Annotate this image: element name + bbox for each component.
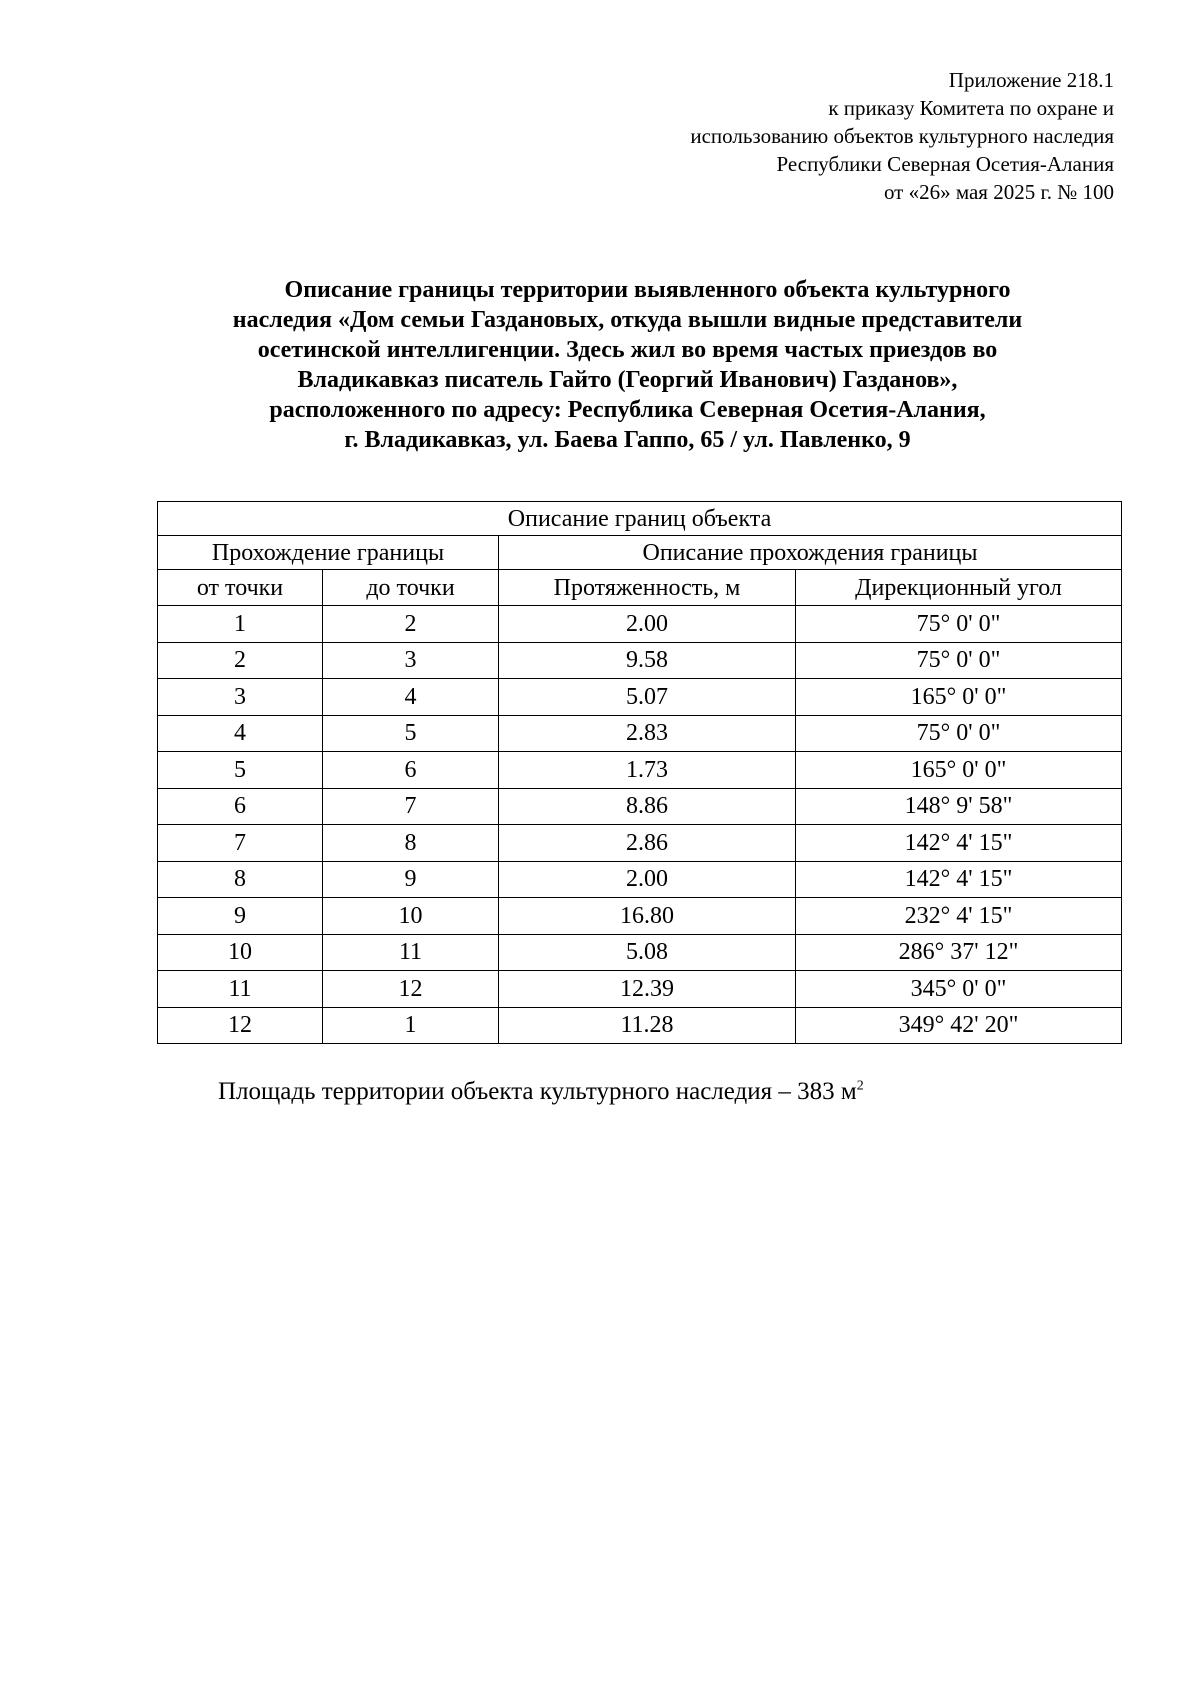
order-date: от «26» мая 2025 г. № 100 [883, 180, 1114, 204]
order-reference-line: использованию объектов культурного наследия [690, 124, 1114, 148]
table-row [158, 606, 1122, 643]
cell-to-point: 7 [323, 788, 499, 825]
cell-length: 2.86 [499, 825, 796, 862]
table-row [158, 898, 1122, 935]
group-header-description: Описание прохождения границы [499, 536, 1122, 570]
cell-to-point: 1 [323, 1007, 499, 1044]
cell-length: 2.83 [499, 715, 796, 752]
table-row [158, 679, 1122, 716]
cell-bearing: 75° 0' 0" [796, 715, 1122, 752]
cell-from-point: 2 [158, 642, 323, 679]
cell-to-point: 6 [323, 752, 499, 789]
cell-from-point: 11 [158, 971, 323, 1008]
area-unit-superscript: 2 [856, 1078, 864, 1094]
appendix-header [554, 66, 1114, 206]
cell-bearing: 165° 0' 0" [796, 752, 1122, 789]
title-line: осетинской интеллигенции. Здесь жил во время частых приездов во [257, 337, 998, 363]
cell-bearing: 165° 0' 0" [796, 679, 1122, 716]
cell-bearing: 142° 4' 15" [796, 861, 1122, 898]
cell-from-point: 3 [158, 679, 323, 716]
table-row [158, 788, 1122, 825]
title-line: Владикавказ писатель Гайто (Георгий Иванович) Газданов», [297, 367, 958, 393]
cell-length: 16.80 [499, 898, 796, 935]
cell-bearing: 232° 4' 15" [796, 898, 1122, 935]
table-row [158, 715, 1122, 752]
document-title [150, 275, 1105, 455]
cell-from-point: 5 [158, 752, 323, 789]
cell-to-point: 2 [323, 606, 499, 643]
cell-to-point: 12 [323, 971, 499, 1008]
table-row [158, 642, 1122, 679]
cell-bearing: 345° 0' 0" [796, 971, 1122, 1008]
group-header-passage: Прохождение границы [158, 536, 499, 570]
cell-from-point: 12 [158, 1007, 323, 1044]
cell-to-point: 4 [323, 679, 499, 716]
column-header-bearing: Дирекционный угол [796, 570, 1122, 606]
column-header-to-point: до точки [323, 570, 499, 606]
cell-length: 2.00 [499, 861, 796, 898]
table-row [158, 752, 1122, 789]
area-text: Площадь территории объекта культурного наследия – 383 м [218, 1078, 857, 1105]
cell-length: 1.73 [499, 752, 796, 789]
cell-to-point: 5 [323, 715, 499, 752]
cell-to-point: 9 [323, 861, 499, 898]
title-line: Описание границы территории выявленного объекта культурного [284, 277, 1011, 303]
cell-bearing: 349° 42' 20" [796, 1007, 1122, 1044]
cell-length: 12.39 [499, 971, 796, 1008]
column-header-from-point: от точки [158, 570, 323, 606]
table-row [158, 1007, 1122, 1044]
order-reference-line: к приказу Комитета по охране и [828, 96, 1114, 120]
cell-to-point: 3 [323, 642, 499, 679]
cell-length: 5.08 [499, 934, 796, 971]
table-caption: Описание границ объекта [158, 502, 1122, 536]
cell-length: 2.00 [499, 606, 796, 643]
cell-to-point: 10 [323, 898, 499, 935]
cell-from-point: 6 [158, 788, 323, 825]
cell-to-point: 11 [323, 934, 499, 971]
cell-from-point: 10 [158, 934, 323, 971]
cell-from-point: 7 [158, 825, 323, 862]
cell-bearing: 75° 0' 0" [796, 606, 1122, 643]
cell-from-point: 1 [158, 606, 323, 643]
table-row [158, 861, 1122, 898]
table-row [158, 825, 1122, 862]
cell-length: 8.86 [499, 788, 796, 825]
title-line: наследия «Дом семьи Газдановых, откуда вышли видные представители [232, 307, 1023, 333]
order-reference-line: Республики Северная Осетия-Алания [776, 152, 1114, 176]
title-line: расположенного по адресу: Республика Северная Осетия-Алания, [269, 397, 986, 423]
column-header-length: Протяженность, м [499, 570, 796, 606]
cell-length: 9.58 [499, 642, 796, 679]
cell-from-point: 4 [158, 715, 323, 752]
cell-bearing: 286° 37' 12" [796, 934, 1122, 971]
boundary-table [157, 501, 1122, 1044]
cell-bearing: 148° 9' 58" [796, 788, 1122, 825]
cell-from-point: 9 [158, 898, 323, 935]
cell-length: 11.28 [499, 1007, 796, 1044]
cell-bearing: 75° 0' 0" [796, 642, 1122, 679]
cell-to-point: 8 [323, 825, 499, 862]
appendix-number: Приложение 218.1 [948, 68, 1114, 92]
title-line: г. Владикавказ, ул. Баева Гаппо, 65 / ул. Павленко, 9 [344, 427, 911, 453]
cell-bearing: 142° 4' 15" [796, 825, 1122, 862]
table-row [158, 934, 1122, 971]
cell-from-point: 8 [158, 861, 323, 898]
cell-length: 5.07 [499, 679, 796, 716]
table-row [158, 971, 1122, 1008]
area-statement [218, 1078, 864, 1106]
